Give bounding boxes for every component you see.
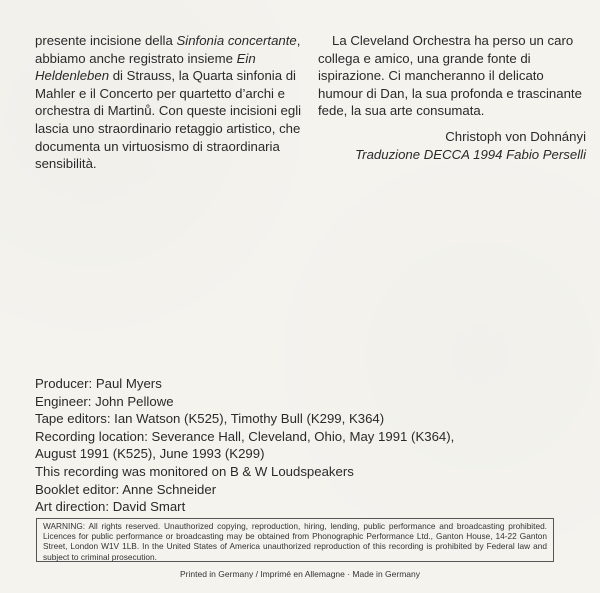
copyright-warning-text: WARNING: All rights reserved. Unauthorized copying, reproduction, hiring, lending, public performance and broadcasting prohibited. Licences for public performance or broadcasting may be obtained from Phonographic Performance Ltd., Ganton House, 14-22 Ganton Street, London W1V 1LB. In the United States of America unauthorized reproduction of this recording is prohibited by Federal law and subject to criminal prosecution. [43,521,547,562]
signature-block [318,128,586,163]
printed-in-label: Printed in Germany / Imprimé en Allemagne · Made in Germany [180,569,420,579]
translation-credit: Traduzione DECCA 1994 Fabio Perselli [355,146,586,162]
left-text-3: , abbiamo anche registrato insieme [35,33,301,66]
left-text-5: di Strauss, la Quarta sinfonia di Mahler e il Concerto per quartetto d’archi e orchestra di Martinů. Con queste incisioni egli lascia uno straordinario retaggio artistico, che documenta un virtuosismo di straordinaria sensibilità. [35,68,302,172]
credit-line: Recording location: Severance Hall, Cleveland, Ohio, May 1991 (K364), [35,428,455,444]
credit-line: Tape editors: Ian Watson (K525), Timothy Bull (K299, K364) [35,411,385,427]
credit-line: Art direction: David Smart [35,499,186,515]
left-text-1: presente incisione della [35,33,177,48]
left-column-text [35,32,310,173]
credit-line: Producer: Paul Myers [35,376,162,391]
right-column-text [318,32,586,163]
credit-line: Engineer: John Pellowe [35,393,174,409]
right-paragraph: La Cleveland Orchestra ha perso un caro collega e amico, una grande fonte di ispirazione. Ci mancheranno il delicato humour di Dan, la sua profonda e trascinante fede, la sua arte consumata. [318,33,582,119]
credit-line: Booklet editor: Anne Schneider [35,481,217,497]
credits-list [35,375,475,516]
signature-name: Christoph von Dohnányi [445,128,586,144]
left-title-sinfonia-concertante: Sinfonia concertante [176,33,297,48]
credit-line: August 1991 (K525), June 1993 (K299) [35,446,265,462]
left-paragraph [35,32,310,173]
left-title-ein-heldenleben: Ein Heldenleben [35,50,256,84]
copyright-warning-box [36,518,554,562]
credit-line: This recording was monitored on B & W Loudspeakers [35,463,354,479]
